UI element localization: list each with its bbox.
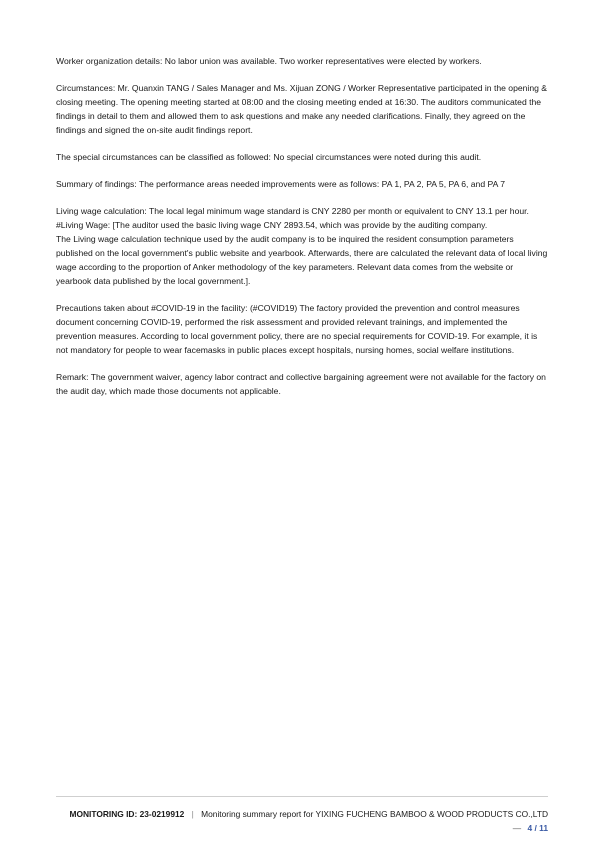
- covid-precautions-paragraph: Precautions taken about #COVID-19 in the facility: (#COVID19) The factory provided the prevention and control measures document concerning COVID-19, performed the risk assessment and provided relevant trainings, and implemented the prevention measures. According to local government policy, there are no special requirements for COVID-19. For example, it is not mandatory for people to wear facemasks in public places except hospitals, nursing homes, social welfare institutions.: [56, 303, 538, 355]
- living-wage-note-text: #Living Wage: [The auditor used the basic living wage CNY 2893.54, which was provide by the auditing company.: [56, 220, 488, 230]
- page-number: [527, 823, 548, 833]
- monitoring-id-value: 23-0219912: [139, 809, 185, 819]
- living-wage-method-text: The Living wage calculation technique used by the audit company is to be inquired the resident consumption parameters published on the local government's public website and yearbook. Afterwards, there are calculated the relevant data of local living wage according to the proportion of Anker methodology of the key parameters. Relevant data comes from the website or yearbook data published by the local government.].: [56, 234, 548, 286]
- worker-organization-paragraph: Worker organization details: No labor union was available. Two worker representatives were elected by workers.: [56, 56, 482, 66]
- circumstances-paragraph: Circumstances: Mr. Quanxin TANG / Sales Manager and Ms. Xijuan ZONG / Worker Representative participated in the opening & closing meeting. The opening meeting started at 08:00 and the closing meeting ended at 16:30. The auditors communicated the findings in detail to them and allowed them to ask questions and make any needed clarifications. Finally, they agreed on the findings and signed the on-site audit findings report.: [56, 83, 548, 135]
- footer-divider: [56, 796, 548, 797]
- remark-paragraph: Remark: The government waiver, agency labor contract and collective bargaining agreement were not available for the factory on the audit day, which made those documents not applicable.: [56, 372, 546, 396]
- special-circumstances-paragraph: The special circumstances can be classified as followed: No special circumstances were noted during this audit.: [56, 152, 482, 162]
- footer-separator: |: [191, 809, 194, 819]
- page-current: 4: [527, 823, 533, 833]
- report-body: [56, 54, 548, 411]
- monitoring-id-label: MONITORING ID:: [69, 809, 138, 819]
- summary-of-findings-paragraph: Summary of findings: The performance areas needed improvements were as follows: PA 1, PA 2, PA 5, PA 6, and PA 7: [56, 179, 506, 189]
- page-total: 11: [539, 823, 548, 833]
- living-wage-calculation-text: Living wage calculation: The local legal minimum wage standard is CNY 2280 per month or equivalent to CNY 13.1 per hour.: [56, 206, 529, 216]
- footer-text: [56, 807, 548, 835]
- living-wage-block: [56, 204, 548, 288]
- footer-dash: —: [512, 823, 522, 833]
- report-title: Monitoring summary report for YIXING FUCHENG BAMBOO & WOOD PRODUCTS CO.,LTD: [201, 809, 548, 819]
- page-footer: [56, 796, 548, 835]
- page-divider: /: [534, 823, 537, 833]
